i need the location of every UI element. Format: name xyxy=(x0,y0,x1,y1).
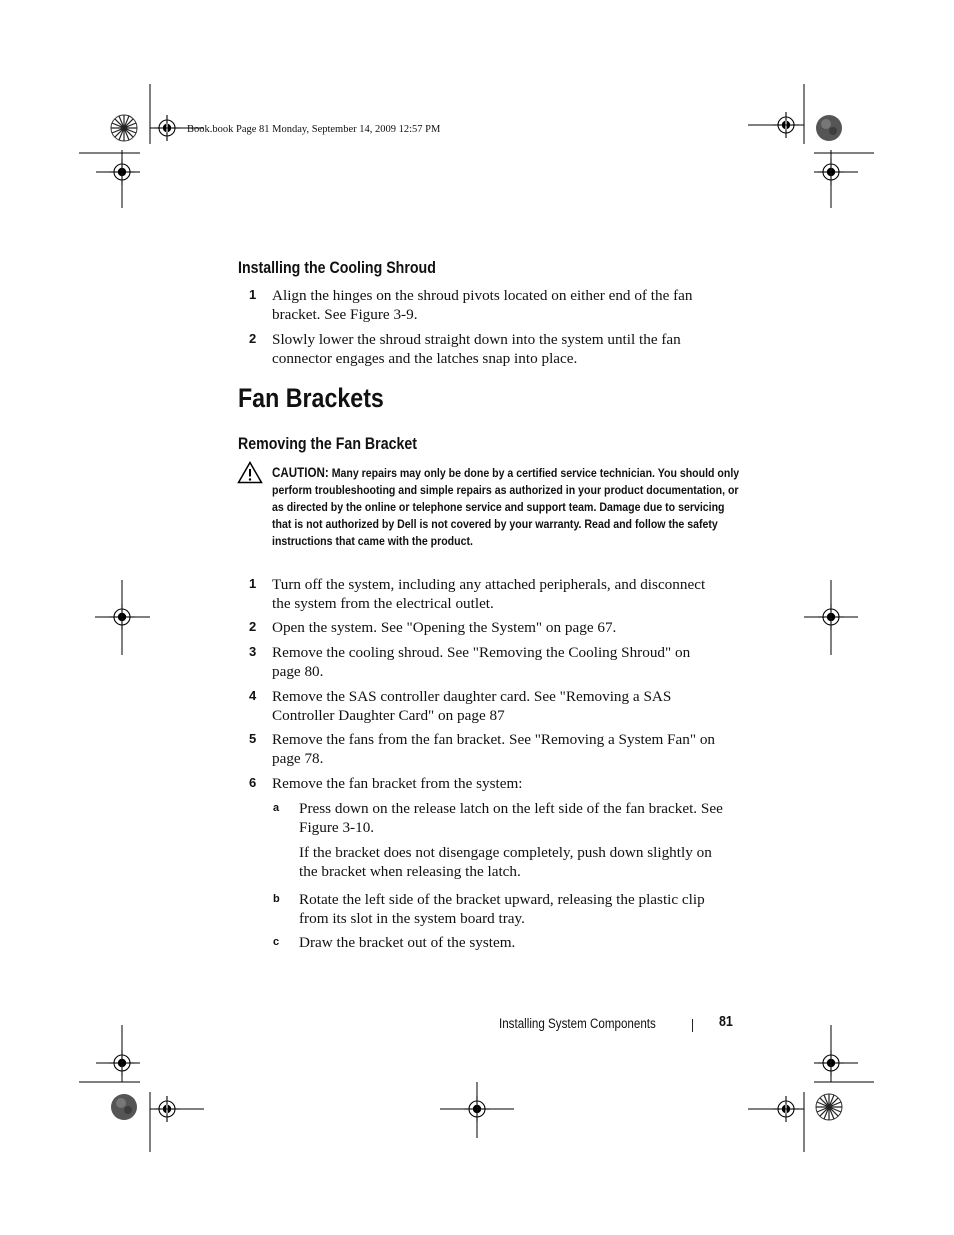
step-number: 4 xyxy=(249,688,257,703)
footer-section-title: Installing System Components xyxy=(499,1016,656,1031)
caution-icon xyxy=(237,461,263,484)
step-number: 3 xyxy=(249,644,257,659)
substep-letter: b xyxy=(273,893,280,905)
step-number: 1 xyxy=(249,576,257,591)
step-text: Remove the fans from the fan bracket. See "Removing a System Fan" on page 78. xyxy=(272,731,716,767)
print-slug: Book.book Page 81 Monday, September 14, 2009 12:57 PM xyxy=(187,124,441,135)
chapter-heading: Fan Brackets xyxy=(238,383,384,413)
step-number: 1 xyxy=(249,287,257,302)
section-heading-remove: Removing the Fan Bracket xyxy=(238,435,418,453)
substep-note: If the bracket does not disengage completely, push down slightly on the bracket when releasing the latch. xyxy=(299,844,712,880)
substep-text: Draw the bracket out of the system. xyxy=(299,934,516,951)
step-text: Slowly lower the shroud straight down into the system until the fan connector engages and the latches snap into place. xyxy=(272,331,681,367)
step-number: 5 xyxy=(249,731,257,746)
caution-text: Many repairs may only be done by a certified service technician. You should only perform troubleshooting and simple repairs as authorized in your product documentation, or as directed by the online or telephone service and support team. Damage due to servicing that is not authorized by Dell is not covered by your warranty. Read and follow the safety instructions that came with the product. xyxy=(272,466,740,549)
substep-text: Rotate the left side of the bracket upward, releasing the plastic clip from its slot in the system board tray. xyxy=(299,891,705,927)
step-text: Remove the SAS controller daughter card. See "Removing a SAS Controller Daughter Card" on page 87 xyxy=(272,688,672,724)
page-number: 81 xyxy=(719,1014,733,1030)
step-text: Open the system. See "Opening the System" on page 67. xyxy=(272,619,617,636)
substep-letter: c xyxy=(273,936,280,948)
step-number: 2 xyxy=(249,331,257,346)
caution-notice xyxy=(272,464,752,550)
step-text: Align the hinges on the shroud pivots located on either end of the fan bracket. See Figure 3-9. xyxy=(272,287,693,323)
step-number: 6 xyxy=(249,775,257,790)
footer-divider xyxy=(692,1019,693,1032)
caution-label: CAUTION: xyxy=(272,465,329,480)
step-text: Remove the fan bracket from the system: xyxy=(272,775,523,792)
substep-text: Press down on the release latch on the left side of the fan bracket. See Figure 3-10. xyxy=(299,800,723,836)
section-heading-install: Installing the Cooling Shroud xyxy=(238,259,436,277)
step-text: Remove the cooling shroud. See "Removing the Cooling Shroud" on page 80. xyxy=(272,644,691,680)
substep-letter: a xyxy=(273,802,280,814)
step-number: 2 xyxy=(249,619,257,634)
step-text: Turn off the system, including any attached peripherals, and disconnect the system from the electrical outlet. xyxy=(272,576,706,612)
